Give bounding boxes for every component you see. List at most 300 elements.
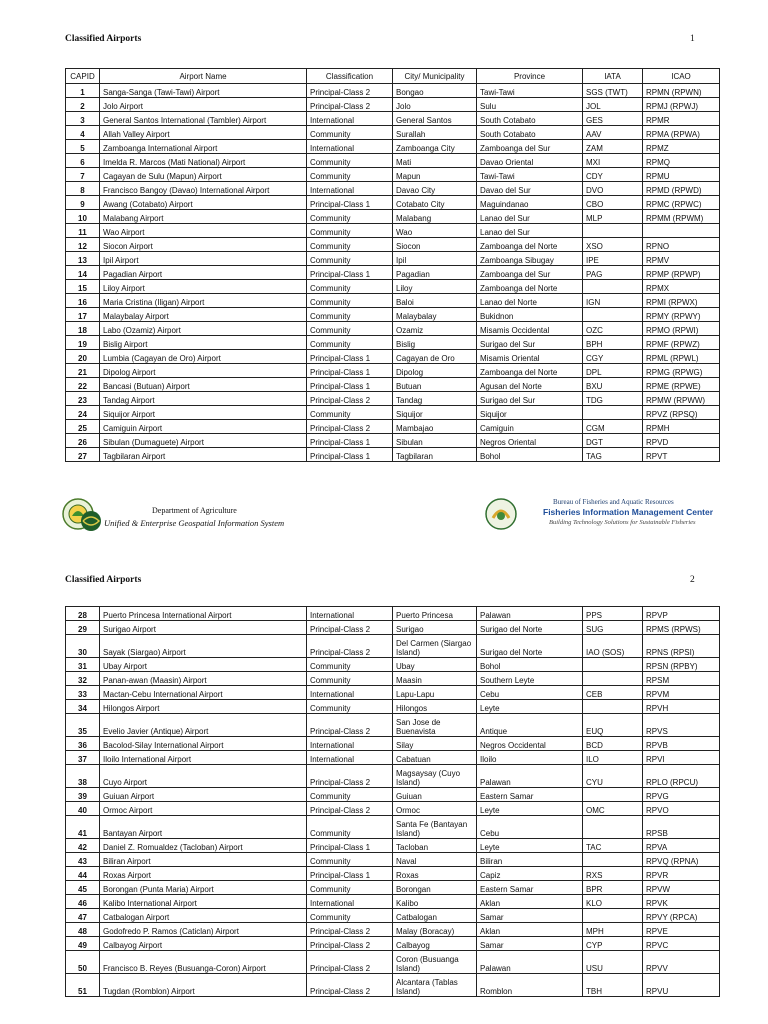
cell-capid: 48 xyxy=(66,923,100,937)
cell-province: Palawan xyxy=(477,765,583,788)
cell-province: South Cotabato xyxy=(477,112,583,126)
cell-province: Siquijor xyxy=(477,406,583,420)
cell-province: Leyte xyxy=(477,700,583,714)
cell-city: Hilongos xyxy=(393,700,477,714)
cell-capid: 29 xyxy=(66,621,100,635)
cell-capid: 42 xyxy=(66,839,100,853)
cell-airport-name: Mactan-Cebu International Airport xyxy=(100,686,307,700)
cell-province: Davao del Sur xyxy=(477,182,583,196)
table-row xyxy=(66,98,720,112)
table-row xyxy=(66,224,720,238)
cell-capid: 12 xyxy=(66,238,100,252)
table-row xyxy=(66,434,720,448)
cell-airport-name: Bacolod-Silay International Airport xyxy=(100,737,307,751)
cell-icao: RPMG (RPWG) xyxy=(643,364,720,378)
cell-capid: 46 xyxy=(66,895,100,909)
cell-capid: 19 xyxy=(66,336,100,350)
cell-icao: RPMY (RPWY) xyxy=(643,308,720,322)
cell-iata: MLP xyxy=(583,210,643,224)
cell-classification: Community xyxy=(307,909,393,923)
cell-classification: Principal-Class 2 xyxy=(307,635,393,658)
cell-province: Samar xyxy=(477,909,583,923)
cell-icao: RPMZ xyxy=(643,140,720,154)
cell-province: Lanao del Norte xyxy=(477,294,583,308)
cell-capid: 33 xyxy=(66,686,100,700)
cell-capid: 39 xyxy=(66,788,100,802)
cell-province: Romblon xyxy=(477,974,583,997)
cell-iata: MXI xyxy=(583,154,643,168)
cell-iata xyxy=(583,308,643,322)
cell-capid: 38 xyxy=(66,765,100,788)
table-row xyxy=(66,154,720,168)
cell-capid: 40 xyxy=(66,802,100,816)
cell-iata: BPH xyxy=(583,336,643,350)
table-row xyxy=(66,378,720,392)
cell-capid: 18 xyxy=(66,322,100,336)
cell-capid: 4 xyxy=(66,126,100,140)
cell-classification: Community xyxy=(307,294,393,308)
cell-airport-name: Jolo Airport xyxy=(100,98,307,112)
cell-city: Magsaysay (Cuyo Island) xyxy=(393,765,477,788)
cell-iata: CEB xyxy=(583,686,643,700)
cell-iata xyxy=(583,909,643,923)
cell-airport-name: Sayak (Siargao) Airport xyxy=(100,635,307,658)
table-row xyxy=(66,84,720,98)
table-row xyxy=(66,406,720,420)
table-row xyxy=(66,350,720,364)
cell-capid: 24 xyxy=(66,406,100,420)
cell-province: Lanao del Sur xyxy=(477,210,583,224)
uegis-title: Unified & Enterprise Geospatial Information System xyxy=(104,518,285,528)
cell-icao: RPVZ (RPSQ) xyxy=(643,406,720,420)
fimc-title: Fisheries Information Management Center xyxy=(543,507,714,517)
cell-icao: RPLO (RPCU) xyxy=(643,765,720,788)
cell-capid: 23 xyxy=(66,392,100,406)
cell-province: Eastern Samar xyxy=(477,881,583,895)
cell-province: Tawi-Tawi xyxy=(477,84,583,98)
cell-icao: RPVV xyxy=(643,951,720,974)
cell-airport-name: Malaybalay Airport xyxy=(100,308,307,322)
cell-capid: 11 xyxy=(66,224,100,238)
bfar-title: Bureau of Fisheries and Aquatic Resources xyxy=(553,498,674,506)
cell-icao: RPML (RPWL) xyxy=(643,350,720,364)
cell-icao: RPVY (RPCA) xyxy=(643,909,720,923)
table-row xyxy=(66,895,720,909)
cell-city: San Jose de Buenavista xyxy=(393,714,477,737)
cell-classification: Principal-Class 1 xyxy=(307,364,393,378)
cell-capid: 3 xyxy=(66,112,100,126)
table-row xyxy=(66,737,720,751)
table-row xyxy=(66,923,720,937)
cell-icao: RPVH xyxy=(643,700,720,714)
column-header-city: City/ Municipality xyxy=(393,69,477,84)
cell-city: Tandag xyxy=(393,392,477,406)
da-title: Department of Agriculture xyxy=(152,506,237,515)
cell-capid: 32 xyxy=(66,672,100,686)
cell-airport-name: Imelda R. Marcos (Mati National) Airport xyxy=(100,154,307,168)
table-row xyxy=(66,322,720,336)
cell-icao: RPVC xyxy=(643,937,720,951)
cell-capid: 44 xyxy=(66,867,100,881)
cell-classification: Community xyxy=(307,881,393,895)
cell-city: Davao City xyxy=(393,182,477,196)
table-row xyxy=(66,266,720,280)
cell-city: Siocon xyxy=(393,238,477,252)
cell-province: Capiz xyxy=(477,867,583,881)
cell-city: Tacloban xyxy=(393,839,477,853)
cell-icao: RPVA xyxy=(643,839,720,853)
table-row xyxy=(66,937,720,951)
cell-classification: Principal-Class 2 xyxy=(307,923,393,937)
cell-capid: 8 xyxy=(66,182,100,196)
cell-city: Guiuan xyxy=(393,788,477,802)
cell-classification: Principal-Class 2 xyxy=(307,802,393,816)
cell-province: Bohol xyxy=(477,658,583,672)
table-row xyxy=(66,168,720,182)
table-row xyxy=(66,364,720,378)
cell-airport-name: Wao Airport xyxy=(100,224,307,238)
cell-airport-name: Francisco B. Reyes (Busuanga-Coron) Airport xyxy=(100,951,307,974)
cell-province: Agusan del Norte xyxy=(477,378,583,392)
cell-airport-name: Sibulan (Dumaguete) Airport xyxy=(100,434,307,448)
cell-classification: Community xyxy=(307,816,393,839)
cell-capid: 26 xyxy=(66,434,100,448)
cell-icao: RPNS (RPSI) xyxy=(643,635,720,658)
cell-iata xyxy=(583,700,643,714)
cell-city: Coron (Busuanga Island) xyxy=(393,951,477,974)
cell-airport-name: Pagadian Airport xyxy=(100,266,307,280)
cell-airport-name: Bislig Airport xyxy=(100,336,307,350)
cell-iata xyxy=(583,406,643,420)
cell-airport-name: Awang (Cotabato) Airport xyxy=(100,196,307,210)
cell-capid: 17 xyxy=(66,308,100,322)
cell-province: Surigao del Norte xyxy=(477,621,583,635)
cell-city: Malabang xyxy=(393,210,477,224)
cell-city: Surigao xyxy=(393,621,477,635)
cell-capid: 13 xyxy=(66,252,100,266)
cell-city: Tagbilaran xyxy=(393,448,477,462)
cell-city: Zamboanga City xyxy=(393,140,477,154)
cell-airport-name: Cagayan de Sulu (Mapun) Airport xyxy=(100,168,307,182)
cell-classification: Community xyxy=(307,406,393,420)
table-row xyxy=(66,210,720,224)
cell-airport-name: Tagbilaran Airport xyxy=(100,448,307,462)
cell-city: Baloi xyxy=(393,294,477,308)
cell-city: General Santos xyxy=(393,112,477,126)
cell-capid: 21 xyxy=(66,364,100,378)
table-row xyxy=(66,853,720,867)
cell-classification: Principal-Class 2 xyxy=(307,392,393,406)
cell-airport-name: Ubay Airport xyxy=(100,658,307,672)
cell-province: Negros Occidental xyxy=(477,737,583,751)
cell-province: Palawan xyxy=(477,951,583,974)
cell-city: Calbayog xyxy=(393,937,477,951)
cell-classification: International xyxy=(307,607,393,621)
cell-province: Tawi-Tawi xyxy=(477,168,583,182)
table-row xyxy=(66,112,720,126)
table-row xyxy=(66,672,720,686)
cell-iata: CDY xyxy=(583,168,643,182)
cell-iata xyxy=(583,853,643,867)
cell-capid: 16 xyxy=(66,294,100,308)
cell-iata xyxy=(583,816,643,839)
cell-capid: 22 xyxy=(66,378,100,392)
table-row xyxy=(66,252,720,266)
cell-airport-name: Tugdan (Romblon) Airport xyxy=(100,974,307,997)
table-row xyxy=(66,294,720,308)
cell-province: Iloilo xyxy=(477,751,583,765)
cell-capid: 30 xyxy=(66,635,100,658)
table-row xyxy=(66,816,720,839)
cell-capid: 43 xyxy=(66,853,100,867)
cell-city: Alcantara (Tablas Island) xyxy=(393,974,477,997)
cell-iata: PPS xyxy=(583,607,643,621)
cell-city: Santa Fe (Bantayan Island) xyxy=(393,816,477,839)
cell-icao: RPMO (RPWI) xyxy=(643,322,720,336)
cell-classification: Principal-Class 2 xyxy=(307,420,393,434)
table-body-page2 xyxy=(66,607,720,997)
cell-classification: Principal-Class 2 xyxy=(307,84,393,98)
cell-airport-name: Ipil Airport xyxy=(100,252,307,266)
cell-icao: RPMI (RPWX) xyxy=(643,294,720,308)
cell-icao: RPMX xyxy=(643,280,720,294)
cell-iata: OMC xyxy=(583,802,643,816)
cell-airport-name: Panan-awan (Maasin) Airport xyxy=(100,672,307,686)
cell-capid: 34 xyxy=(66,700,100,714)
cell-iata: BPR xyxy=(583,881,643,895)
cell-iata: ILO xyxy=(583,751,643,765)
cell-capid: 31 xyxy=(66,658,100,672)
cell-icao: RPMV xyxy=(643,252,720,266)
cell-icao: RPMD (RPWD) xyxy=(643,182,720,196)
cell-classification: Community xyxy=(307,788,393,802)
cell-province: Surigao del Norte xyxy=(477,635,583,658)
page1-header-title: Classified Airports xyxy=(65,34,142,44)
table-row xyxy=(66,765,720,788)
table-row xyxy=(66,182,720,196)
bfar-seal-icon xyxy=(485,498,517,530)
cell-icao: RPMW (RPWW) xyxy=(643,392,720,406)
cell-icao: RPMC (RPWC) xyxy=(643,196,720,210)
cell-classification: Principal-Class 1 xyxy=(307,434,393,448)
cell-airport-name: Daniel Z. Romualdez (Tacloban) Airport xyxy=(100,839,307,853)
cell-icao: RPVT xyxy=(643,448,720,462)
cell-iata: CGY xyxy=(583,350,643,364)
cell-airport-name: Siquijor Airport xyxy=(100,406,307,420)
cell-province: Cebu xyxy=(477,816,583,839)
cell-icao: RPVW xyxy=(643,881,720,895)
cell-city: Liloy xyxy=(393,280,477,294)
cell-airport-name: Catbalogan Airport xyxy=(100,909,307,923)
cell-classification: Principal-Class 1 xyxy=(307,867,393,881)
cell-capid: 6 xyxy=(66,154,100,168)
cell-capid: 5 xyxy=(66,140,100,154)
cell-capid: 37 xyxy=(66,751,100,765)
cell-iata xyxy=(583,658,643,672)
table-row xyxy=(66,448,720,462)
cell-classification: Community xyxy=(307,126,393,140)
table-row xyxy=(66,751,720,765)
cell-iata: DVO xyxy=(583,182,643,196)
cell-iata: CYU xyxy=(583,765,643,788)
column-header-airport-name: Airport Name xyxy=(100,69,307,84)
cell-airport-name: General Santos International (Tambler) Airport xyxy=(100,112,307,126)
cell-province: Eastern Samar xyxy=(477,788,583,802)
cell-iata: DPL xyxy=(583,364,643,378)
cell-iata xyxy=(583,224,643,238)
page2-header-title: Classified Airports xyxy=(65,575,142,585)
table-row xyxy=(66,714,720,737)
cell-iata: TBH xyxy=(583,974,643,997)
page2-number: 2 xyxy=(690,575,695,585)
table-row xyxy=(66,140,720,154)
table-row xyxy=(66,658,720,672)
cell-icao: RPVM xyxy=(643,686,720,700)
table-row xyxy=(66,700,720,714)
cell-airport-name: Tandag Airport xyxy=(100,392,307,406)
cell-capid: 36 xyxy=(66,737,100,751)
cell-province: Sulu xyxy=(477,98,583,112)
cell-iata: RXS xyxy=(583,867,643,881)
table-row xyxy=(66,392,720,406)
cell-icao: RPVO xyxy=(643,802,720,816)
cell-airport-name: Camiguin Airport xyxy=(100,420,307,434)
cell-airport-name: Allah Valley Airport xyxy=(100,126,307,140)
cell-city: Ubay xyxy=(393,658,477,672)
cell-city: Maasin xyxy=(393,672,477,686)
cell-city: Kalibo xyxy=(393,895,477,909)
cell-airport-name: Evelio Javier (Antique) Airport xyxy=(100,714,307,737)
table-row xyxy=(66,280,720,294)
uegis-globe-icon xyxy=(80,510,102,532)
cell-iata: SGS (TWT) xyxy=(583,84,643,98)
cell-iata: IGN xyxy=(583,294,643,308)
cell-classification: Community xyxy=(307,252,393,266)
cell-iata: SUG xyxy=(583,621,643,635)
cell-iata: CGM xyxy=(583,420,643,434)
cell-iata: IAO (SOS) xyxy=(583,635,643,658)
cell-classification: Community xyxy=(307,308,393,322)
column-header-capid: CAPID xyxy=(66,69,100,84)
cell-iata xyxy=(583,788,643,802)
cell-capid: 25 xyxy=(66,420,100,434)
cell-city: Borongan xyxy=(393,881,477,895)
cell-province: Palawan xyxy=(477,607,583,621)
cell-city: Surallah xyxy=(393,126,477,140)
cell-airport-name: Malabang Airport xyxy=(100,210,307,224)
cell-icao: RPMU xyxy=(643,168,720,182)
cell-icao: RPSN (RPBY) xyxy=(643,658,720,672)
cell-classification: Community xyxy=(307,658,393,672)
cell-capid: 47 xyxy=(66,909,100,923)
cell-icao: RPMA (RPWA) xyxy=(643,126,720,140)
cell-airport-name: Ormoc Airport xyxy=(100,802,307,816)
cell-province: Maguindanao xyxy=(477,196,583,210)
cell-province: Leyte xyxy=(477,802,583,816)
cell-classification: International xyxy=(307,751,393,765)
cell-airport-name: Biliran Airport xyxy=(100,853,307,867)
cell-classification: Principal-Class 2 xyxy=(307,765,393,788)
cell-province: Misamis Oriental xyxy=(477,350,583,364)
cell-airport-name: Bancasi (Butuan) Airport xyxy=(100,378,307,392)
cell-airport-name: Maria Cristina (Iligan) Airport xyxy=(100,294,307,308)
cell-icao: RPVU xyxy=(643,974,720,997)
cell-city: Cabatuan xyxy=(393,751,477,765)
cell-city: Dipolog xyxy=(393,364,477,378)
cell-capid: 28 xyxy=(66,607,100,621)
cell-province: Negros Oriental xyxy=(477,434,583,448)
cell-airport-name: Surigao Airport xyxy=(100,621,307,635)
cell-classification: Community xyxy=(307,280,393,294)
cell-classification: Principal-Class 1 xyxy=(307,196,393,210)
table-row xyxy=(66,607,720,621)
cell-classification: Principal-Class 2 xyxy=(307,951,393,974)
cell-icao: RPVB xyxy=(643,737,720,751)
column-header-province: Province xyxy=(477,69,583,84)
table-row xyxy=(66,238,720,252)
cell-city: Roxas xyxy=(393,867,477,881)
cell-iata: BXU xyxy=(583,378,643,392)
cell-airport-name: Iloilo International Airport xyxy=(100,751,307,765)
cell-capid: 1 xyxy=(66,84,100,98)
cell-icao: RPME (RPWE) xyxy=(643,378,720,392)
cell-province: Biliran xyxy=(477,853,583,867)
cell-iata: ZAM xyxy=(583,140,643,154)
cell-iata: AAV xyxy=(583,126,643,140)
cell-icao: RPMP (RPWP) xyxy=(643,266,720,280)
cell-classification: Principal-Class 1 xyxy=(307,266,393,280)
cell-icao: RPMN (RPWN) xyxy=(643,84,720,98)
cell-classification: International xyxy=(307,737,393,751)
cell-iata: KLO xyxy=(583,895,643,909)
cell-airport-name: Godofredo P. Ramos (Caticlan) Airport xyxy=(100,923,307,937)
cell-icao: RPSM xyxy=(643,672,720,686)
cell-icao: RPVD xyxy=(643,434,720,448)
cell-capid: 49 xyxy=(66,937,100,951)
cell-classification: International xyxy=(307,686,393,700)
cell-province: Surigao del Sur xyxy=(477,392,583,406)
cell-province: Zamboanga Sibugay xyxy=(477,252,583,266)
cell-airport-name: Cuyo Airport xyxy=(100,765,307,788)
cell-city: Lapu-Lapu xyxy=(393,686,477,700)
cell-city: Silay xyxy=(393,737,477,751)
cell-airport-name: Sanga-Sanga (Tawi-Tawi) Airport xyxy=(100,84,307,98)
table-row xyxy=(66,974,720,997)
cell-city: Cotabato City xyxy=(393,196,477,210)
cell-province: Zamboanga del Norte xyxy=(477,238,583,252)
table-body-page1 xyxy=(66,84,720,462)
cell-capid: 9 xyxy=(66,196,100,210)
cell-airport-name: Zamboanga International Airport xyxy=(100,140,307,154)
cell-city: Bongao xyxy=(393,84,477,98)
cell-capid: 51 xyxy=(66,974,100,997)
cell-classification: Principal-Class 2 xyxy=(307,937,393,951)
cell-icao: RPMM (RPWM) xyxy=(643,210,720,224)
table-row xyxy=(66,336,720,350)
cell-province: Bukidnon xyxy=(477,308,583,322)
cell-city: Naval xyxy=(393,853,477,867)
cell-capid: 41 xyxy=(66,816,100,839)
cell-capid: 10 xyxy=(66,210,100,224)
cell-icao: RPVQ (RPNA) xyxy=(643,853,720,867)
cell-iata: TDG xyxy=(583,392,643,406)
cell-city: Catbalogan xyxy=(393,909,477,923)
cell-iata xyxy=(583,672,643,686)
cell-classification: Community xyxy=(307,168,393,182)
cell-province: Bohol xyxy=(477,448,583,462)
cell-iata: TAG xyxy=(583,448,643,462)
page1-number: 1 xyxy=(690,34,695,44)
